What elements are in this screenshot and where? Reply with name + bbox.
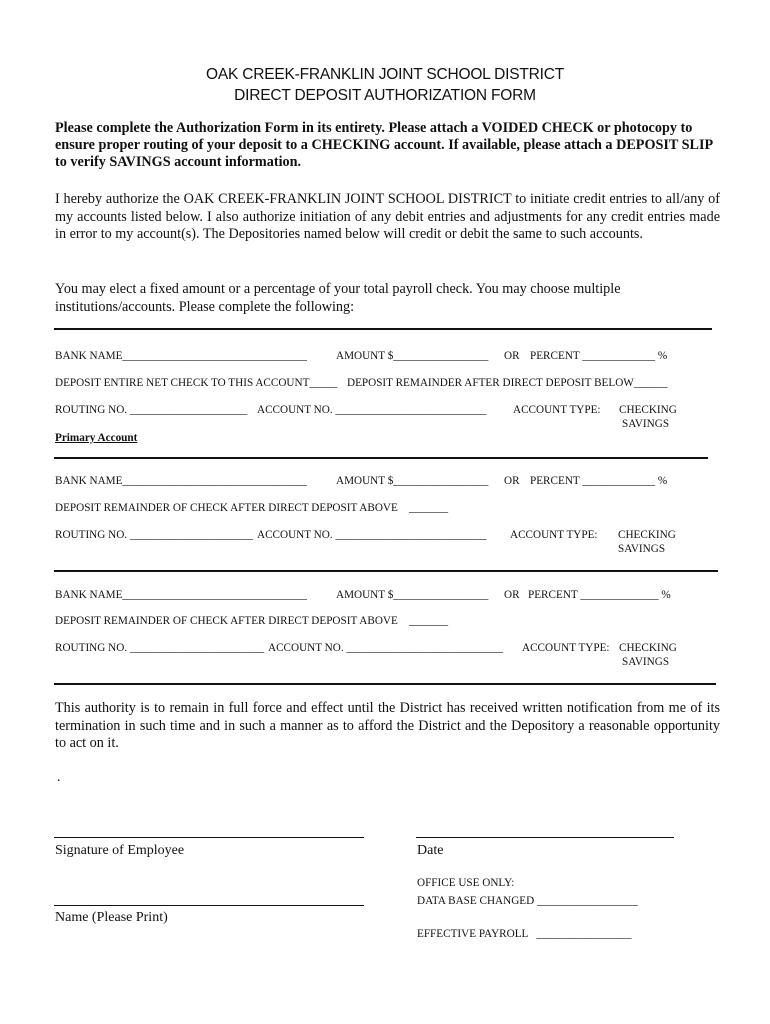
account-field-3[interactable]: ACCOUNT NO. ____________________________ [268, 642, 504, 654]
date-label: Date [417, 843, 444, 858]
authorization-text: I hereby authorize the OAK CREEK-FRANKLIN JOINT SCHOOL DISTRICT to initiate credit entries to all/any of my accounts listed below. I also authorize initiation of any debit entries and adjustments for any credit entries made in error to my account(s). The Depositories named below will credit or debit the same to such accounts. [55, 191, 720, 242]
or-label-2: OR [504, 475, 520, 487]
effective-payroll-field[interactable]: EFFECTIVE PAYROLL _________________ [417, 928, 632, 940]
name-print-label: Name (Please Print) [55, 910, 168, 925]
name-print-line[interactable] [54, 905, 364, 906]
form-title-line2: DIRECT DEPOSIT AUTHORIZATION FORM [234, 87, 536, 104]
bank-name-field-3[interactable]: BANK NAME_________________________________ [55, 589, 308, 601]
bank-name-field-1[interactable]: BANK NAME_________________________________ [55, 350, 308, 362]
authority-text: This authority is to remain in full force and effect until the District has received written notification from me of its termination in such time and in such a manner as to afford the District and the Depository a reasonable opportunity to act on it. [55, 700, 720, 751]
routing-field-1[interactable]: ROUTING NO. _____________________ [55, 404, 248, 416]
section-divider [54, 570, 718, 572]
database-changed-field[interactable]: DATA BASE CHANGED __________________ [417, 895, 638, 907]
election-text: You may elect a fixed amount or a percentage of your total payroll check. You may choose multiple institutions/accounts. Please complete the following: [55, 281, 621, 315]
date-line[interactable] [416, 837, 674, 838]
primary-account-label: Primary Account [55, 432, 138, 444]
section-divider [54, 328, 712, 330]
or-label-3: OR [504, 589, 520, 601]
signature-line[interactable] [54, 837, 364, 838]
amount-field-3[interactable]: AMOUNT $_________________ [336, 589, 489, 601]
routing-field-2[interactable]: ROUTING NO. ______________________ [55, 529, 253, 541]
form-title-line1: OAK CREEK-FRANKLIN JOINT SCHOOL DISTRICT [205, 66, 565, 83]
savings-option-1[interactable]: SAVINGS [622, 418, 670, 430]
section-divider [54, 457, 708, 459]
account-type-label-2: ACCOUNT TYPE: [510, 529, 598, 541]
savings-option-3[interactable]: SAVINGS [622, 656, 670, 668]
checking-option-2[interactable]: CHECKING [618, 529, 676, 541]
deposit-remainder-below-field[interactable]: DEPOSIT REMAINDER AFTER DIRECT DEPOSIT BELOW______ [347, 377, 668, 389]
account-field-2[interactable]: ACCOUNT NO. ___________________________ [257, 529, 487, 541]
amount-field-1[interactable]: AMOUNT $_________________ [336, 350, 489, 362]
account-field-1[interactable]: ACCOUNT NO. ___________________________ [257, 404, 487, 416]
checking-option-1[interactable]: CHECKING [619, 404, 677, 416]
account-type-label-1: ACCOUNT TYPE: [513, 404, 601, 416]
savings-option-2[interactable]: SAVINGS [618, 543, 666, 555]
routing-field-3[interactable]: ROUTING NO. ________________________ [55, 642, 265, 654]
office-use-label: OFFICE USE ONLY: [417, 877, 515, 889]
deposit-entire-net-field[interactable]: DEPOSIT ENTIRE NET CHECK TO THIS ACCOUNT_____ [55, 377, 338, 389]
percent-field-2[interactable]: PERCENT _____________ % [530, 475, 668, 487]
section-divider [54, 683, 716, 685]
amount-field-2[interactable]: AMOUNT $_________________ [336, 475, 489, 487]
percent-field-3[interactable]: PERCENT ______________ % [528, 589, 671, 601]
signature-label: Signature of Employee [55, 843, 185, 858]
checking-option-3[interactable]: CHECKING [619, 642, 677, 654]
account-type-label-3: ACCOUNT TYPE: [522, 642, 610, 654]
percent-field-1[interactable]: PERCENT _____________ % [530, 350, 668, 362]
stray-dot: . [57, 770, 61, 785]
deposit-remainder-above-field-3[interactable]: DEPOSIT REMAINDER OF CHECK AFTER DIRECT DEPOSIT ABOVE _______ [55, 615, 449, 627]
or-label-1: OR [504, 350, 520, 362]
instructions-text: Please complete the Authorization Form in its entirety. Please attach a VOIDED CHECK or photocopy to ensure proper routing of your deposit to a CHECKING account. If available, please attach a DEPOSIT SLIP to verify SAVINGS account information. [55, 120, 713, 170]
deposit-remainder-above-field-2[interactable]: DEPOSIT REMAINDER OF CHECK AFTER DIRECT DEPOSIT ABOVE _______ [55, 502, 449, 514]
bank-name-field-2[interactable]: BANK NAME_________________________________ [55, 475, 308, 487]
